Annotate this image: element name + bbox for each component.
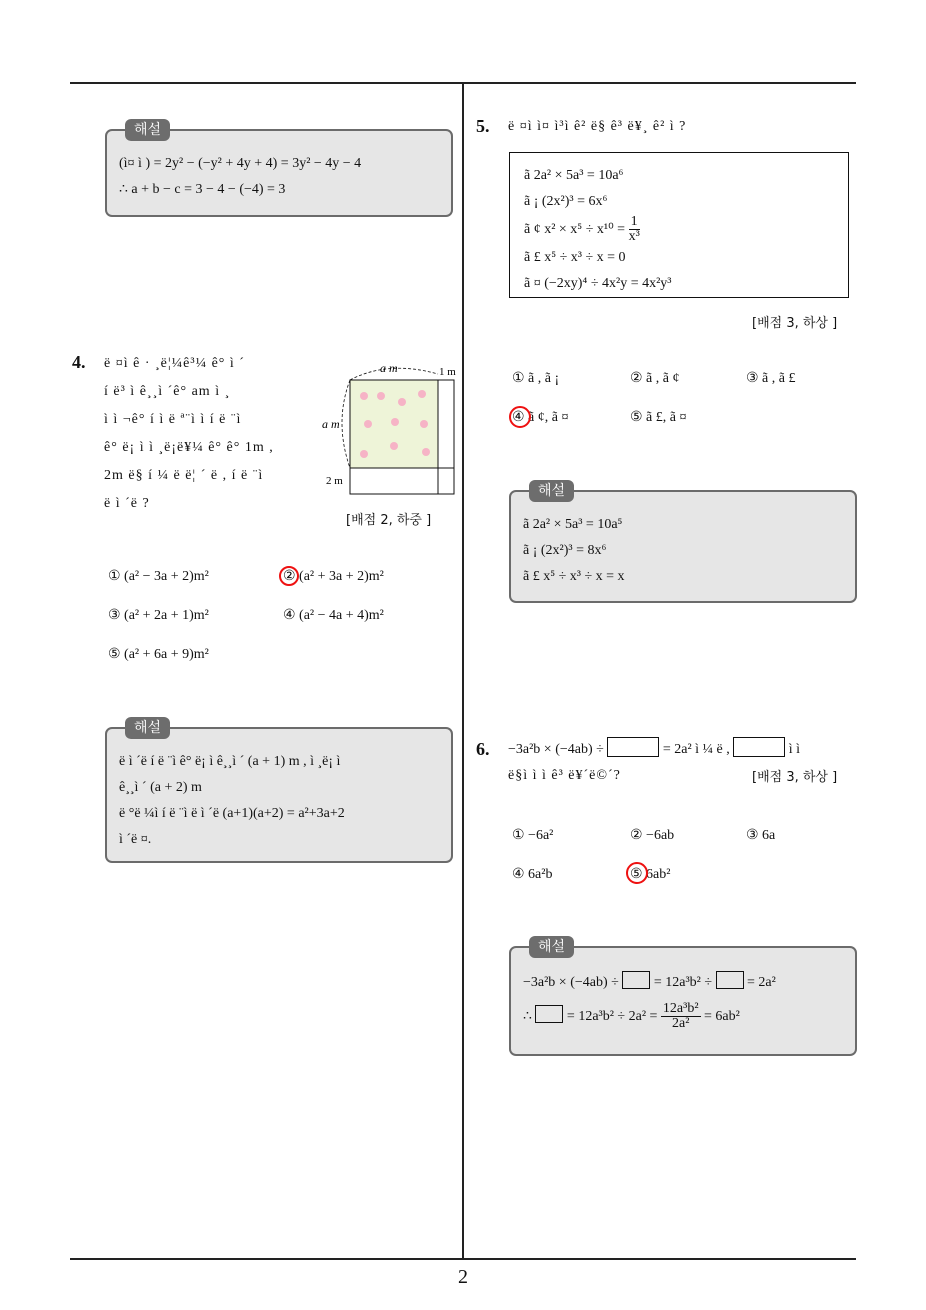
q4-figure [318,362,458,502]
fig-label-left: a m [322,417,340,431]
q4-text-line: í ë³ ì ê¸¸ì ´ê° am ì ¸ [104,384,231,399]
q4-solution-box [105,720,453,863]
q5-fraction [629,215,640,244]
q4-text-line: ì ì ¬ê° í ì ë ª¨ì ì í ë ¨ì [104,412,242,427]
fig-label-bottom: 2 m [326,475,343,487]
fraction-numerator: 1 [629,215,640,230]
q5-choice-4[interactable]: ④ ã ¢, ã ¤ [512,410,569,425]
answer-mark-circle [279,566,299,586]
q6-points: [배점 3, 하상 ] [752,770,838,785]
fraction-denominator: x³ [628,229,640,245]
q6-choice-2[interactable]: ② −6ab [630,828,675,843]
q4-points: [배점 2, 하중 ] [346,513,432,528]
q5-solution-box [509,483,857,603]
q3-solution-line-2: ∴ a + b − c = 3 − 4 − (−4) = 3 [119,182,286,197]
q4-choice-3[interactable]: ③ (a² + 2a + 1)m² [108,608,209,623]
q5-item-4: ã £ x⁵ ÷ x³ ÷ x = 0 [524,250,626,265]
solution-tag: 해설 [529,480,574,502]
q4-text [104,350,314,518]
q6-text-line-1 [508,736,800,764]
q5-choice-5[interactable]: ⑤ ã £, ã ¤ [630,410,687,425]
therefore-symbol: ∴ [523,1009,532,1024]
q5-item-2: ã ¡ (2x²)³ = 6x⁶ [524,194,608,209]
q6-sol-expr: = 12a³b² ÷ [653,975,713,990]
page-number: 2 [458,1266,468,1288]
q5-statement-box [509,152,849,298]
answer-mark-circle [509,406,531,428]
bottom-rule [70,1258,856,1260]
q3-solution-box [105,122,453,217]
q6-blank-box [535,1005,563,1023]
q6-blank-box [733,737,785,757]
q6-number: 6. [476,739,490,759]
q6-solution-box [509,939,857,1056]
q6-fraction [661,1002,701,1031]
q5-choice-1[interactable]: ① ã , ã ¡ [512,371,560,386]
q4-text-line: ê° ë¡ ì ì ¸ë¡ë¥¼ ê° ê° 1m , [104,440,274,455]
q5-item-3 [524,215,834,245]
q4-choice-1[interactable]: ① (a² − 3a + 2)m² [108,569,209,584]
q5-choice-2[interactable]: ② ã , ã ¢ [630,371,680,386]
q6-text-line-2: ë§ì ì ì ê³ ë¥´ë©´? [508,768,621,783]
q6-choice-5[interactable]: ⑤ 6ab² [630,867,671,882]
q5-item-3-text: ã ¢ x² × x⁵ ÷ x¹⁰ = [524,222,626,237]
fig-label-right: 1 m [439,366,456,378]
q5-solution-line-2: ã ¡ (2x²)³ = 8x⁶ [523,543,607,558]
q5-points: [배점 3, 하상 ] [752,316,838,331]
q4-choice-4[interactable]: ④ (a² − 4a + 4)m² [283,608,384,623]
fraction-numerator: 12a³b² [662,1001,699,1017]
q4-number: 4. [72,352,86,372]
solution-tag: 해설 [125,119,170,141]
fig-label-top: a m [380,362,398,375]
q4-solution-line-1: ë ì ´ë í ë ¨ì ê° ë¡ ì ê¸¸ì ´ (a + 1) m , ì ¸ë¡ ì [119,754,341,769]
q4-solution-line-3: ë °ë ¼ì í ë ¨ì ë ì ´ë (a+1)(a+2) = a²+3a+2 [119,806,345,821]
answer-mark-circle [626,862,648,884]
q4-solution-line-2: ê¸¸ì ´ (a + 2) m [119,780,202,795]
q5-choice-3[interactable]: ③ ã , ã £ [746,371,796,386]
q4-choice-2[interactable]: ② (a² + 3a + 2)m² [283,569,384,584]
q5-solution-line-1: ã 2a² × 5a³ = 10a⁵ [523,517,623,532]
fraction-denominator: 2a² [672,1016,690,1032]
q6-choice-1[interactable]: ① −6a² [512,828,554,843]
solution-tag: 해설 [125,717,170,739]
q6-solution-line-2 [523,998,843,1036]
q4-text-line: ë ì ´ë ? [104,496,150,511]
q6-choice-4[interactable]: ④ 6a²b [512,867,553,882]
q4-text-line: 2m ë§ í ¼ ë ë¦ ´ ë , í ë ¨ì [104,468,264,483]
q6-sol-expr: −3a²b × (−4ab) ÷ [523,975,619,990]
q6-blank-box [622,971,650,989]
q6-blank-box [716,971,744,989]
q6-expr-rhs: = 2a² ì ¼ ë , [662,742,730,757]
q5-text: ë ¤ì ì¤ ì³ì ê² ë§ ê³ ë¥¸ ê² ì ? [508,119,687,134]
q5-number: 5. [476,116,490,136]
q6-choice-3[interactable]: ③ 6a [746,828,776,843]
q6-sol-expr: = 6ab² [704,1009,740,1024]
q6-expr: −3a²b × (−4ab) ÷ [508,742,604,757]
q5-solution-line-3: ã £ x⁵ ÷ x³ ÷ x = x [523,569,625,584]
q6-solution-line-1 [523,968,843,998]
solution-tag: 해설 [529,936,574,958]
column-divider [462,83,464,1258]
q6-blank-box [607,737,659,757]
q4-text-line: ë ¤ì ê · ¸ë¦¼ê³¼ ê° ì ´ [104,356,245,371]
q6-sol-expr: = 12a³b² ÷ 2a² = [566,1009,658,1024]
q5-item-5: ã ¤ (−2xy)⁴ ÷ 4x²y = 4x²y³ [524,276,672,291]
q4-choice-5[interactable]: ⑤ (a² + 6a + 9)m² [108,647,209,662]
q6-text-tail: ì ì [788,742,801,757]
q3-solution-line-1: (ì¤ ì ) = 2y² − (−y² + 4y + 4) = 3y² − 4y − 4 [119,156,362,171]
q6-sol-expr: = 2a² [747,975,776,990]
q4-solution-line-4: ì ´ë ¤. [119,832,152,847]
q5-item-1: ã 2a² × 5a³ = 10a⁶ [524,168,624,183]
